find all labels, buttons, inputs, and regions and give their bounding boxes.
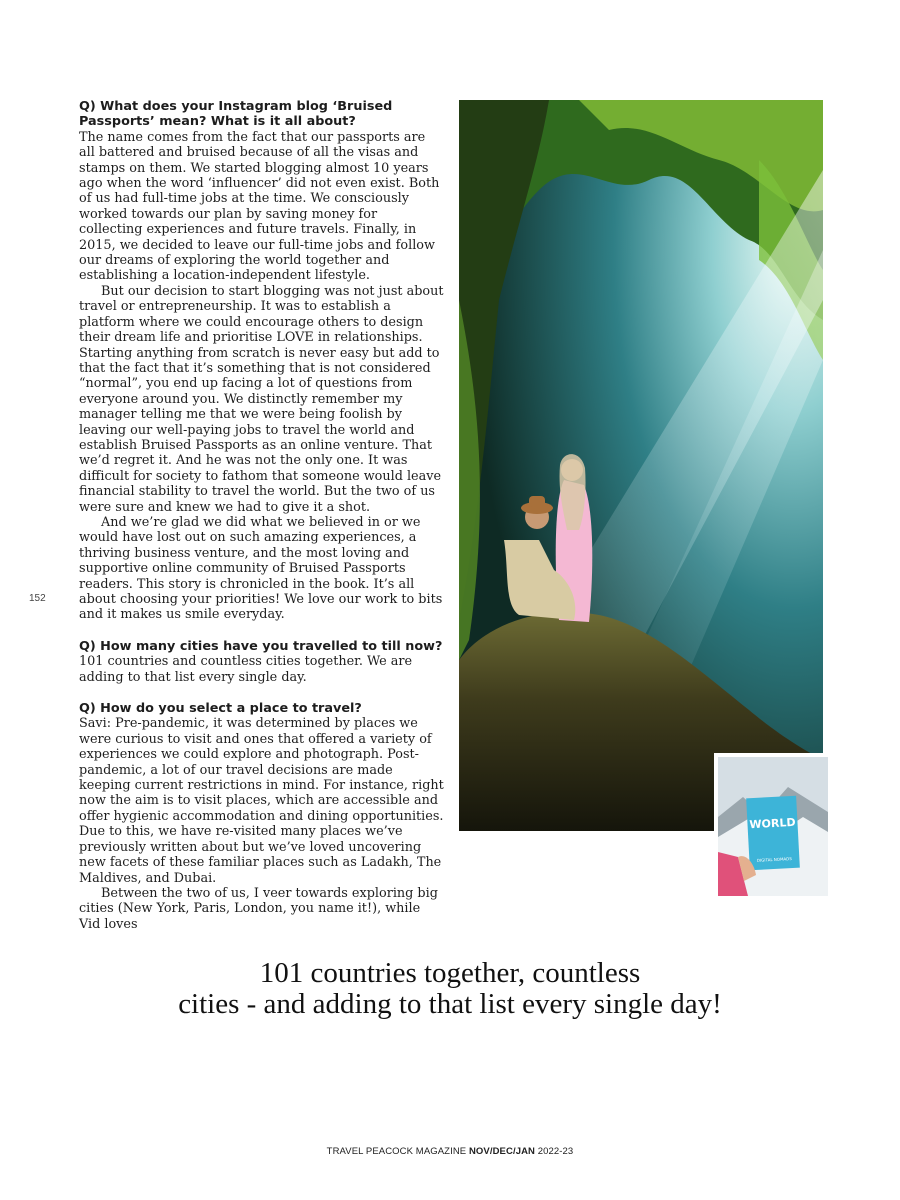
footer-issue: NOV/DEC/JAN — [468, 1146, 535, 1157]
answer-paragraph: Between the two of us, I veer towards exploring big cities (New York, Paris, London, you name it!), while Vid loves — [79, 885, 438, 932]
page-number: 152 — [29, 593, 46, 604]
pull-quote-line: cities - and adding to that list every single day! — [178, 988, 722, 1020]
answer-paragraph: Savi: Pre-pandemic, it was determined by places we were curious to visit and ones that offered a variety of experiences we could explore and photograph. Post-pandemic, a lot of our travel decisions are made keeping current restrictions in mind. For instance, right now the aim is to visit places, which are accessible and offer hygienic accommodation and dining opportunities. Due to this, we have re-visited many places we’ve previously written about but we’ve loved uncovering new facets of these familiar places such as Ladakh, The Maldives, and Dubai. — [79, 716, 444, 886]
forest-couple-photo — [459, 100, 823, 831]
question-heading: Q) How many cities have you travelled to till now? — [79, 638, 443, 654]
answer-paragraph: But our decision to start blogging was not just about travel or entrepreneurship. It was to establish a platform where we could encourage others to design their dream life and prioritise LOVE in relationships. Starting anything from scratch is never easy but add to that the fact that it’s something that is not considered “normal”, you end up facing a lot of questions from everyone around you. We distinctly remember my manager telling me that we were being foolish by leaving our well-paying jobs to travel the world and establish Bruised Passports as an online venture. That we’d regret it. And he was not the only one. It was difficult for society to fathom that someone would leave financial stability to travel the world. But the two of us were sure and knew we had to give it a shot. — [79, 283, 444, 515]
question-heading: Q) What does your Instagram blog ‘Bruised Passports’ mean? What is it all about? — [79, 99, 393, 130]
question-heading: Q) How do you select a place to travel? — [79, 701, 362, 717]
book-subtitle-text: DIGITAL NOMADS — [756, 856, 792, 863]
answer-paragraph: The name comes from the fact that our passports are all battered and bruised because of all the visas and stamps on them. We started blogging almost 10 years ago when the word ‘influencer’ did not even exist. Both of us had full-time jobs at the time. We consciously worked towards our plan by saving money for collecting experiences and future travels. Finally, in 2015, we decided to leave our full-time jobs and follow our dreams of exploring the world together and establishing a location-independent lifestyle. — [79, 129, 440, 284]
page-footer — [0, 1146, 900, 1157]
footer-magazine: TRAVEL PEACOCK MAGAZINE — [326, 1146, 469, 1157]
book-inset-photo — [714, 753, 828, 896]
article-text — [79, 99, 444, 932]
pull-quote-line: 101 countries together, countless — [259, 957, 641, 989]
answer-paragraph: And we’re glad we did what we believed in or we would have lost out on such amazing experiences, a thriving business venture, and the most loving and supportive online community of Bruised Passports readers. This story is chronicled in the book. It’s all about choosing your priorities! We love our work to bits and it makes us smile everyday. — [79, 514, 443, 623]
book-title-text: WORLD — [749, 815, 796, 832]
pull-quote — [120, 958, 780, 1020]
answer-paragraph: 101 countries and countless cities together. We are adding to that list every single day. — [79, 654, 413, 685]
footer-year: 2022-23 — [535, 1146, 574, 1157]
